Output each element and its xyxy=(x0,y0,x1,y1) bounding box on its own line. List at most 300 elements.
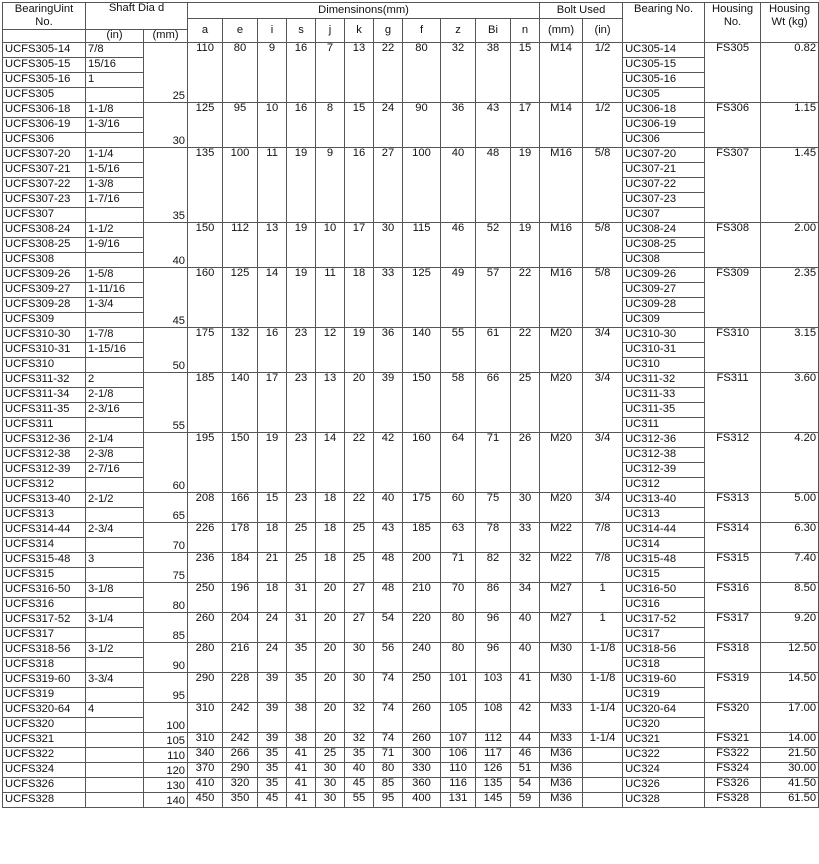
unit-no-cell: UCFS315 xyxy=(3,567,86,582)
dim-z-cell: 46 xyxy=(441,222,476,267)
housing-no-cell: FS316 xyxy=(705,582,761,612)
dim-bi-cell: 145 xyxy=(476,792,511,807)
shaft-in-cell xyxy=(86,792,144,807)
table-row xyxy=(3,777,819,792)
dim-i-cell: 35 xyxy=(258,747,287,762)
bearing-no-cell: UC328 xyxy=(623,792,705,807)
bolt-mm-cell: M20 xyxy=(540,432,583,492)
bolt-mm-cell: M16 xyxy=(540,222,583,267)
shaft-mm-cell: 140 xyxy=(144,792,188,807)
dim-g-cell: 33 xyxy=(374,267,403,327)
shaft-mm-cell: 80 xyxy=(144,582,188,612)
table-row xyxy=(3,732,819,747)
dim-f-cell: 220 xyxy=(403,612,441,642)
shaft-in-cell xyxy=(86,627,144,642)
bolt-in-cell: 1 xyxy=(583,582,623,612)
dim-n-cell: 19 xyxy=(511,147,540,222)
unit-no-cell: UCFS305-16 xyxy=(3,72,86,87)
dim-n-cell: 41 xyxy=(511,672,540,702)
housing-wt-cell: 14.00 xyxy=(761,732,819,747)
dim-i-cell: 24 xyxy=(258,642,287,672)
housing-wt-cell: 12.50 xyxy=(761,642,819,672)
table-row xyxy=(3,327,819,342)
unit-no-cell: UCFS321 xyxy=(3,732,86,747)
unit-no-cell: UCFS310-30 xyxy=(3,327,86,342)
dim-f-cell: 300 xyxy=(403,747,441,762)
dim-g-cell: 71 xyxy=(374,747,403,762)
unit-no-cell: UCFS311-35 xyxy=(3,402,86,417)
unit-no-cell: UCFS307-23 xyxy=(3,192,86,207)
housing-wt-cell: 2.35 xyxy=(761,267,819,327)
dim-z-cell: 60 xyxy=(441,492,476,522)
dim-e-cell: 80 xyxy=(223,42,258,102)
unit-no-cell: UCFS307-21 xyxy=(3,162,86,177)
dim-n-cell: 34 xyxy=(511,582,540,612)
bolt-in-cell: 1/2 xyxy=(583,102,623,147)
shaft-mm-cell: 70 xyxy=(144,522,188,552)
shaft-mm-cell: 50 xyxy=(144,327,188,372)
bearing-no-cell: UC314-44 xyxy=(623,522,705,537)
housing-wt-cell: 1.45 xyxy=(761,147,819,222)
col-header-dim-j: j xyxy=(316,19,345,43)
bolt-in-cell: 3/4 xyxy=(583,327,623,372)
dim-s-cell: 31 xyxy=(287,582,316,612)
dim-k-cell: 45 xyxy=(345,777,374,792)
dim-bi-cell: 117 xyxy=(476,747,511,762)
bearing-no-cell: UC322 xyxy=(623,747,705,762)
dim-g-cell: 74 xyxy=(374,702,403,732)
dim-z-cell: 49 xyxy=(441,267,476,327)
bolt-in-cell: 3/4 xyxy=(583,432,623,492)
dim-g-cell: 22 xyxy=(374,42,403,102)
shaft-in-cell: 1-1/2 xyxy=(86,222,144,237)
shaft-in-cell: 2-3/8 xyxy=(86,447,144,462)
dim-k-cell: 30 xyxy=(345,642,374,672)
unit-no-cell: UCFS305 xyxy=(3,87,86,102)
shaft-mm-cell: 90 xyxy=(144,642,188,672)
bearing-no-cell: UC326 xyxy=(623,777,705,792)
dim-g-cell: 48 xyxy=(374,582,403,612)
dim-j-cell: 20 xyxy=(316,732,345,747)
shaft-in-cell: 7/8 xyxy=(86,42,144,57)
shaft-in-cell: 1-7/16 xyxy=(86,192,144,207)
dim-k-cell: 22 xyxy=(345,432,374,492)
bolt-mm-cell: M33 xyxy=(540,702,583,732)
unit-no-cell: UCFS318-56 xyxy=(3,642,86,657)
dim-g-cell: 56 xyxy=(374,642,403,672)
shaft-in-cell: 2-1/2 xyxy=(86,492,144,507)
table-row xyxy=(3,372,819,387)
housing-no-cell: FS324 xyxy=(705,762,761,777)
shaft-in-cell: 3-1/8 xyxy=(86,582,144,597)
shaft-in-cell: 2-3/4 xyxy=(86,522,144,537)
dim-e-cell: 184 xyxy=(223,552,258,582)
dim-n-cell: 22 xyxy=(511,327,540,372)
unit-no-cell: UCFS309-28 xyxy=(3,297,86,312)
col-header-dim-e: e xyxy=(223,19,258,43)
bolt-mm-cell: M22 xyxy=(540,552,583,582)
dim-f-cell: 250 xyxy=(403,672,441,702)
dim-j-cell: 8 xyxy=(316,102,345,147)
housing-no-cell: FS311 xyxy=(705,372,761,432)
dim-f-cell: 160 xyxy=(403,432,441,492)
table-row xyxy=(3,747,819,762)
dim-n-cell: 26 xyxy=(511,432,540,492)
bolt-mm-cell: M36 xyxy=(540,792,583,807)
bolt-mm-cell: M20 xyxy=(540,372,583,432)
unit-no-cell: UCFS312-38 xyxy=(3,447,86,462)
dim-e-cell: 125 xyxy=(223,267,258,327)
dim-a-cell: 410 xyxy=(188,777,223,792)
shaft-in-cell xyxy=(86,132,144,147)
bolt-in-cell: 5/8 xyxy=(583,267,623,327)
dim-f-cell: 210 xyxy=(403,582,441,612)
col-header-dim-a: a xyxy=(188,19,223,43)
dim-i-cell: 16 xyxy=(258,327,287,372)
dim-j-cell: 30 xyxy=(316,792,345,807)
dim-a-cell: 310 xyxy=(188,732,223,747)
dim-z-cell: 32 xyxy=(441,42,476,102)
dim-i-cell: 17 xyxy=(258,372,287,432)
col-header-unit-no-sub xyxy=(3,29,86,42)
spec-table-container xyxy=(2,2,817,808)
col-header-dim-s: s xyxy=(287,19,316,43)
dim-z-cell: 36 xyxy=(441,102,476,147)
shaft-mm-cell: 35 xyxy=(144,147,188,222)
dim-g-cell: 36 xyxy=(374,327,403,372)
housing-no-cell: FS318 xyxy=(705,642,761,672)
shaft-in-cell: 1-3/4 xyxy=(86,297,144,312)
dim-n-cell: 54 xyxy=(511,777,540,792)
shaft-in-cell xyxy=(86,747,144,762)
unit-no-cell: UCFS309 xyxy=(3,312,86,327)
dim-k-cell: 25 xyxy=(345,522,374,552)
shaft-in-cell: 2-1/8 xyxy=(86,387,144,402)
dim-s-cell: 16 xyxy=(287,42,316,102)
shaft-in-cell: 4 xyxy=(86,702,144,717)
dim-g-cell: 42 xyxy=(374,432,403,492)
bolt-mm-cell: M30 xyxy=(540,642,583,672)
dim-g-cell: 74 xyxy=(374,732,403,747)
dim-a-cell: 125 xyxy=(188,102,223,147)
dim-n-cell: 32 xyxy=(511,552,540,582)
bolt-in-cell: 1 xyxy=(583,612,623,642)
dim-bi-cell: 38 xyxy=(476,42,511,102)
dim-bi-cell: 96 xyxy=(476,642,511,672)
bolt-mm-cell: M36 xyxy=(540,777,583,792)
dim-i-cell: 21 xyxy=(258,552,287,582)
dim-e-cell: 320 xyxy=(223,777,258,792)
bearing-no-cell: UC317-52 xyxy=(623,612,705,627)
dim-i-cell: 39 xyxy=(258,672,287,702)
dim-n-cell: 15 xyxy=(511,42,540,102)
housing-wt-cell: 14.50 xyxy=(761,672,819,702)
bolt-in-cell xyxy=(583,762,623,777)
housing-wt-cell: 30.00 xyxy=(761,762,819,777)
bolt-in-cell xyxy=(583,747,623,762)
housing-no-cell: FS326 xyxy=(705,777,761,792)
housing-wt-cell: 1.15 xyxy=(761,102,819,147)
dim-s-cell: 38 xyxy=(287,702,316,732)
dim-n-cell: 19 xyxy=(511,222,540,267)
dim-g-cell: 48 xyxy=(374,552,403,582)
dim-e-cell: 242 xyxy=(223,702,258,732)
dim-z-cell: 110 xyxy=(441,762,476,777)
dim-k-cell: 25 xyxy=(345,552,374,582)
col-header-housing-wt: Housing Wt (kg) xyxy=(761,3,819,43)
dim-g-cell: 30 xyxy=(374,222,403,267)
shaft-mm-cell: 45 xyxy=(144,267,188,327)
dim-bi-cell: 71 xyxy=(476,432,511,492)
dim-e-cell: 132 xyxy=(223,327,258,372)
shaft-in-cell: 3-1/4 xyxy=(86,612,144,627)
dim-e-cell: 242 xyxy=(223,732,258,747)
dim-z-cell: 80 xyxy=(441,612,476,642)
shaft-in-cell xyxy=(86,717,144,732)
dim-s-cell: 19 xyxy=(287,222,316,267)
dim-i-cell: 13 xyxy=(258,222,287,267)
dim-i-cell: 18 xyxy=(258,522,287,552)
dim-j-cell: 30 xyxy=(316,777,345,792)
unit-no-cell: UCFS308 xyxy=(3,252,86,267)
dim-n-cell: 42 xyxy=(511,702,540,732)
dim-a-cell: 280 xyxy=(188,642,223,672)
dim-g-cell: 85 xyxy=(374,777,403,792)
bearing-no-cell: UC309-26 xyxy=(623,267,705,282)
shaft-in-cell xyxy=(86,207,144,222)
dim-g-cell: 39 xyxy=(374,372,403,432)
bolt-mm-cell: M33 xyxy=(540,732,583,747)
dim-f-cell: 260 xyxy=(403,732,441,747)
dim-i-cell: 24 xyxy=(258,612,287,642)
dim-bi-cell: 52 xyxy=(476,222,511,267)
dim-i-cell: 11 xyxy=(258,147,287,222)
shaft-in-cell: 1-15/16 xyxy=(86,342,144,357)
bearing-no-cell: UC305 xyxy=(623,87,705,102)
dim-g-cell: 43 xyxy=(374,522,403,552)
dim-e-cell: 166 xyxy=(223,492,258,522)
shaft-in-cell xyxy=(86,777,144,792)
unit-no-cell: UCFS316-50 xyxy=(3,582,86,597)
dim-z-cell: 131 xyxy=(441,792,476,807)
bearing-no-cell: UC318-56 xyxy=(623,642,705,657)
dim-e-cell: 178 xyxy=(223,522,258,552)
dim-j-cell: 18 xyxy=(316,552,345,582)
shaft-in-cell: 1-5/16 xyxy=(86,162,144,177)
housing-wt-cell: 3.60 xyxy=(761,372,819,432)
bearing-no-cell: UC306 xyxy=(623,132,705,147)
shaft-in-cell: 1-9/16 xyxy=(86,237,144,252)
dim-j-cell: 9 xyxy=(316,147,345,222)
col-header-unit-no: BearingUint No. xyxy=(3,3,86,30)
shaft-in-cell: 1-3/8 xyxy=(86,177,144,192)
unit-no-cell: UCFS326 xyxy=(3,777,86,792)
dim-s-cell: 35 xyxy=(287,642,316,672)
bearing-no-cell: UC319 xyxy=(623,687,705,702)
shaft-mm-cell: 100 xyxy=(144,702,188,732)
table-header xyxy=(3,3,819,43)
table-row xyxy=(3,642,819,657)
housing-no-cell: FS309 xyxy=(705,267,761,327)
dim-a-cell: 290 xyxy=(188,672,223,702)
bearing-no-cell: UC318 xyxy=(623,657,705,672)
bearing-no-cell: UC309-28 xyxy=(623,297,705,312)
shaft-in-cell xyxy=(86,567,144,582)
dim-e-cell: 228 xyxy=(223,672,258,702)
bearing-no-cell: UC312-38 xyxy=(623,447,705,462)
bolt-mm-cell: M16 xyxy=(540,267,583,327)
dim-z-cell: 116 xyxy=(441,777,476,792)
unit-no-cell: UCFS319-60 xyxy=(3,672,86,687)
bearing-no-cell: UC306-18 xyxy=(623,102,705,117)
bolt-mm-cell: M30 xyxy=(540,672,583,702)
dim-i-cell: 10 xyxy=(258,102,287,147)
shaft-mm-cell: 65 xyxy=(144,492,188,522)
bolt-mm-cell: M16 xyxy=(540,147,583,222)
dim-f-cell: 100 xyxy=(403,147,441,222)
dim-a-cell: 450 xyxy=(188,792,223,807)
dim-k-cell: 32 xyxy=(345,732,374,747)
dim-a-cell: 370 xyxy=(188,762,223,777)
dim-k-cell: 22 xyxy=(345,492,374,522)
dim-e-cell: 216 xyxy=(223,642,258,672)
dim-bi-cell: 135 xyxy=(476,777,511,792)
dim-g-cell: 40 xyxy=(374,492,403,522)
shaft-in-cell: 2 xyxy=(86,372,144,387)
dim-k-cell: 30 xyxy=(345,672,374,702)
dim-f-cell: 80 xyxy=(403,42,441,102)
dim-z-cell: 106 xyxy=(441,747,476,762)
dim-k-cell: 35 xyxy=(345,747,374,762)
bearing-no-cell: UC316 xyxy=(623,597,705,612)
dim-s-cell: 31 xyxy=(287,612,316,642)
dim-f-cell: 175 xyxy=(403,492,441,522)
shaft-mm-cell: 55 xyxy=(144,372,188,432)
bearing-no-cell: UC310 xyxy=(623,357,705,372)
bearing-no-cell: UC311-35 xyxy=(623,402,705,417)
unit-no-cell: UCFS305-15 xyxy=(3,57,86,72)
shaft-in-cell xyxy=(86,537,144,552)
dim-a-cell: 208 xyxy=(188,492,223,522)
housing-wt-cell: 6.30 xyxy=(761,522,819,552)
dim-f-cell: 115 xyxy=(403,222,441,267)
housing-no-cell: FS328 xyxy=(705,792,761,807)
dim-g-cell: 54 xyxy=(374,612,403,642)
unit-no-cell: UCFS308-25 xyxy=(3,237,86,252)
dim-f-cell: 240 xyxy=(403,642,441,672)
dim-z-cell: 55 xyxy=(441,327,476,372)
bearing-no-cell: UC312 xyxy=(623,477,705,492)
dim-z-cell: 58 xyxy=(441,372,476,432)
dim-a-cell: 110 xyxy=(188,42,223,102)
unit-no-cell: UCFS305-14 xyxy=(3,42,86,57)
shaft-mm-cell: 110 xyxy=(144,747,188,762)
shaft-in-cell: 3-1/2 xyxy=(86,642,144,657)
dim-i-cell: 35 xyxy=(258,762,287,777)
bearing-no-cell: UC313-40 xyxy=(623,492,705,507)
bolt-in-cell: 1-1/4 xyxy=(583,702,623,732)
table-row xyxy=(3,267,819,282)
shaft-in-cell xyxy=(86,507,144,522)
dim-e-cell: 140 xyxy=(223,372,258,432)
bearing-no-cell: UC311-33 xyxy=(623,387,705,402)
dim-i-cell: 15 xyxy=(258,492,287,522)
dim-k-cell: 27 xyxy=(345,582,374,612)
col-header-shaft-dia: Shaft Dia d xyxy=(86,3,188,30)
dim-e-cell: 196 xyxy=(223,582,258,612)
unit-no-cell: UCFS306-19 xyxy=(3,117,86,132)
dim-bi-cell: 78 xyxy=(476,522,511,552)
dim-a-cell: 150 xyxy=(188,222,223,267)
bearing-no-cell: UC307-23 xyxy=(623,192,705,207)
unit-no-cell: UCFS312 xyxy=(3,477,86,492)
dim-j-cell: 20 xyxy=(316,702,345,732)
dim-a-cell: 175 xyxy=(188,327,223,372)
bearing-no-cell: UC320 xyxy=(623,717,705,732)
dim-j-cell: 13 xyxy=(316,372,345,432)
unit-no-cell: UCFS316 xyxy=(3,597,86,612)
dim-s-cell: 23 xyxy=(287,432,316,492)
dim-g-cell: 24 xyxy=(374,102,403,147)
table-row xyxy=(3,792,819,807)
dim-i-cell: 35 xyxy=(258,777,287,792)
dim-g-cell: 27 xyxy=(374,147,403,222)
dim-f-cell: 200 xyxy=(403,552,441,582)
unit-no-cell: UCFS317 xyxy=(3,627,86,642)
dim-z-cell: 63 xyxy=(441,522,476,552)
dim-k-cell: 13 xyxy=(345,42,374,102)
dim-s-cell: 41 xyxy=(287,777,316,792)
shaft-in-cell xyxy=(86,312,144,327)
unit-no-cell: UCFS311 xyxy=(3,417,86,432)
bearing-no-cell: UC321 xyxy=(623,732,705,747)
unit-no-cell: UCFS319 xyxy=(3,687,86,702)
shaft-in-cell: 1-5/8 xyxy=(86,267,144,282)
dim-a-cell: 195 xyxy=(188,432,223,492)
bearing-no-cell: UC305-15 xyxy=(623,57,705,72)
dim-z-cell: 70 xyxy=(441,582,476,612)
bolt-in-cell xyxy=(583,777,623,792)
dim-i-cell: 9 xyxy=(258,42,287,102)
bearing-no-cell: UC319-60 xyxy=(623,672,705,687)
housing-no-cell: FS317 xyxy=(705,612,761,642)
bearing-no-cell: UC324 xyxy=(623,762,705,777)
col-header-bolt-used: Bolt Used xyxy=(540,3,623,19)
table-body xyxy=(3,42,819,807)
dim-k-cell: 19 xyxy=(345,327,374,372)
dim-j-cell: 11 xyxy=(316,267,345,327)
dim-a-cell: 160 xyxy=(188,267,223,327)
table-row xyxy=(3,432,819,447)
dim-j-cell: 20 xyxy=(316,672,345,702)
dim-bi-cell: 103 xyxy=(476,672,511,702)
dim-bi-cell: 61 xyxy=(476,327,511,372)
col-header-dim-f: f xyxy=(403,19,441,43)
dim-j-cell: 25 xyxy=(316,747,345,762)
bolt-mm-cell: M36 xyxy=(540,747,583,762)
dim-j-cell: 14 xyxy=(316,432,345,492)
dim-j-cell: 7 xyxy=(316,42,345,102)
dim-k-cell: 18 xyxy=(345,267,374,327)
dim-i-cell: 18 xyxy=(258,582,287,612)
dim-s-cell: 41 xyxy=(287,747,316,762)
shaft-in-cell xyxy=(86,252,144,267)
unit-no-cell: UCFS307 xyxy=(3,207,86,222)
col-header-shaft-in: (in) xyxy=(86,29,144,42)
unit-no-cell: UCFS310 xyxy=(3,357,86,372)
bolt-mm-cell: M27 xyxy=(540,582,583,612)
bearing-no-cell: UC309-27 xyxy=(623,282,705,297)
